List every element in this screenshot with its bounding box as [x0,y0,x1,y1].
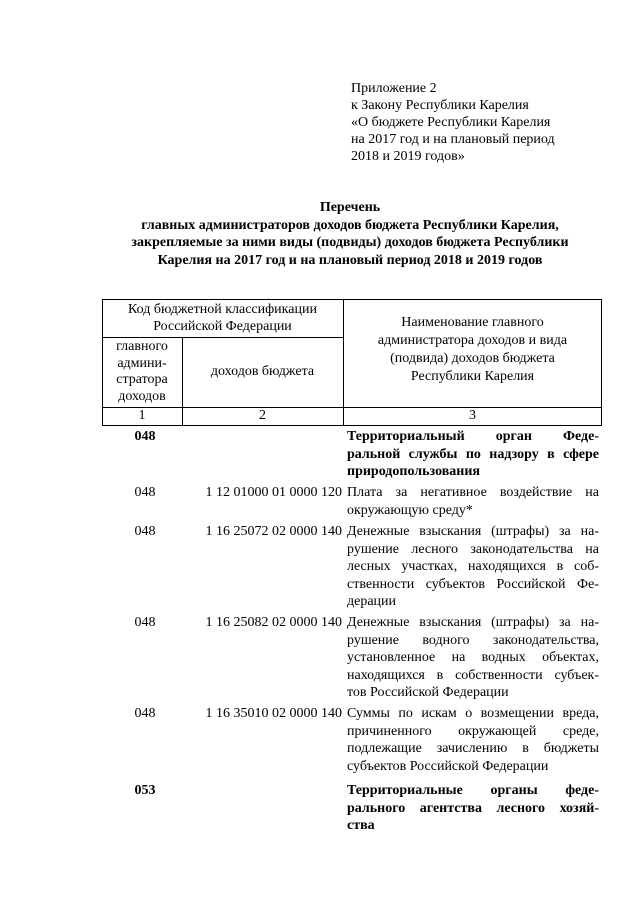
row-admin-code: 048 [134,485,156,500]
header-col-name-line: Наименование главного [401,315,544,330]
header-col-name [343,314,602,386]
table-header [102,299,602,426]
row-admin-code: 048 [134,429,156,444]
row-name-line: рушение лесного законодательства на [347,541,599,557]
row-name-line: Денежные взыскания (штрафы) за на- [347,524,599,539]
row-admin-code: 048 [134,615,156,630]
row-income-code: 1 16 25072 02 0000 140 [205,524,342,539]
header-col-admin-line: доходов [118,388,166,404]
row-name [347,484,599,519]
header-col-income-label: доходов бюджета [210,364,315,379]
header-col-income [182,364,343,381]
title-line: Перечень [319,200,381,215]
header-num-2: 2 [259,408,266,423]
row-name-line: установленное на водных объектах, [347,650,599,665]
row-name-line: рального агентства лесного хозяй- [347,800,599,816]
row-name-line: Денежные взыскания (штрафы) за на- [347,615,599,630]
row-admin-code: 048 [134,706,156,721]
header-col-admin [102,339,182,405]
header-col-name-line: (подвида) доходов бюджета [390,351,555,366]
row-income-code: 1 12 01000 01 0000 120 [205,485,342,500]
row-name [347,523,599,611]
row-name-line: подлежащие зачислению в бюджеты [347,741,599,756]
appendix-block [351,80,621,165]
row-admin-code: 053 [134,783,156,798]
row-name-line: ственности субъектов Российской Фе- [347,576,599,592]
row-name [347,705,599,775]
row-name-line: природопользования [347,464,480,479]
header-num-1: 1 [138,408,146,423]
row-name-line: рушение водного законодательства, [347,632,599,648]
row-name-line: Суммы по искам о возмещении вреда, [347,706,599,721]
title-line: Карелия на 2017 год и на плановый период 2018 и 2019 годов [157,252,543,268]
header-border [102,299,602,300]
header-num-3: 3 [469,408,476,423]
header-col-name-line: администратора доходов и вида [377,333,568,348]
header-group-label [102,302,343,335]
header-col-admin-line: стратора [116,372,168,387]
row-name-line: тов Российской Федерации [347,685,509,700]
row-name-line: лесных участках, находящихся в соб- [347,559,599,574]
header-col-name-line: Республики Карелия [410,369,535,384]
row-income-code: 1 16 25082 02 0000 140 [205,615,342,630]
row-name-line: причиненного окружающей среде, [347,723,599,739]
row-name-line: Территориальные органы феде- [347,783,599,798]
row-name-line: Территориальный орган Феде- [347,429,599,444]
row-name-line: ральной службы по надзору в сфере [347,446,599,462]
title-line: закрепляемые за ними виды (подвиды) доходов бюджета Республики [131,235,569,250]
header-group-label-line: Код бюджетной классификации [128,302,317,317]
row-name-line: субъектов Российской Федерации [347,758,549,774]
row-name [347,428,599,481]
appendix-line: на 2017 год и на плановый период [351,132,555,147]
appendix-line: к Закону Республики Карелия [351,98,529,113]
row-name-line: окружающую среду* [347,502,473,518]
header-border [102,337,343,338]
appendix-line: 2018 и 2019 годов» [351,149,465,164]
title-line: главных администраторов доходов бюджета Республики Карелия, [141,217,559,233]
row-name-line: Плата за негативное воздействие на [347,485,599,500]
row-name [347,614,599,702]
row-admin-code: 048 [134,524,156,539]
row-name-line: дерации [347,594,397,609]
appendix-line: Приложение 2 [351,81,437,96]
row-name-line: ства [347,818,375,833]
row-name [347,782,599,835]
header-col-admin-line: админи- [117,355,167,371]
header-col-admin-line: главного [116,339,168,354]
header-border [102,425,602,426]
document-title [100,199,600,269]
header-group-label-line: Российской Федерации [153,318,292,334]
appendix-line: «О бюджете Республики Карелия [351,115,551,130]
row-income-code: 1 16 35010 02 0000 140 [205,706,342,721]
row-name-line: находящихся в собственности субъек- [347,667,599,683]
